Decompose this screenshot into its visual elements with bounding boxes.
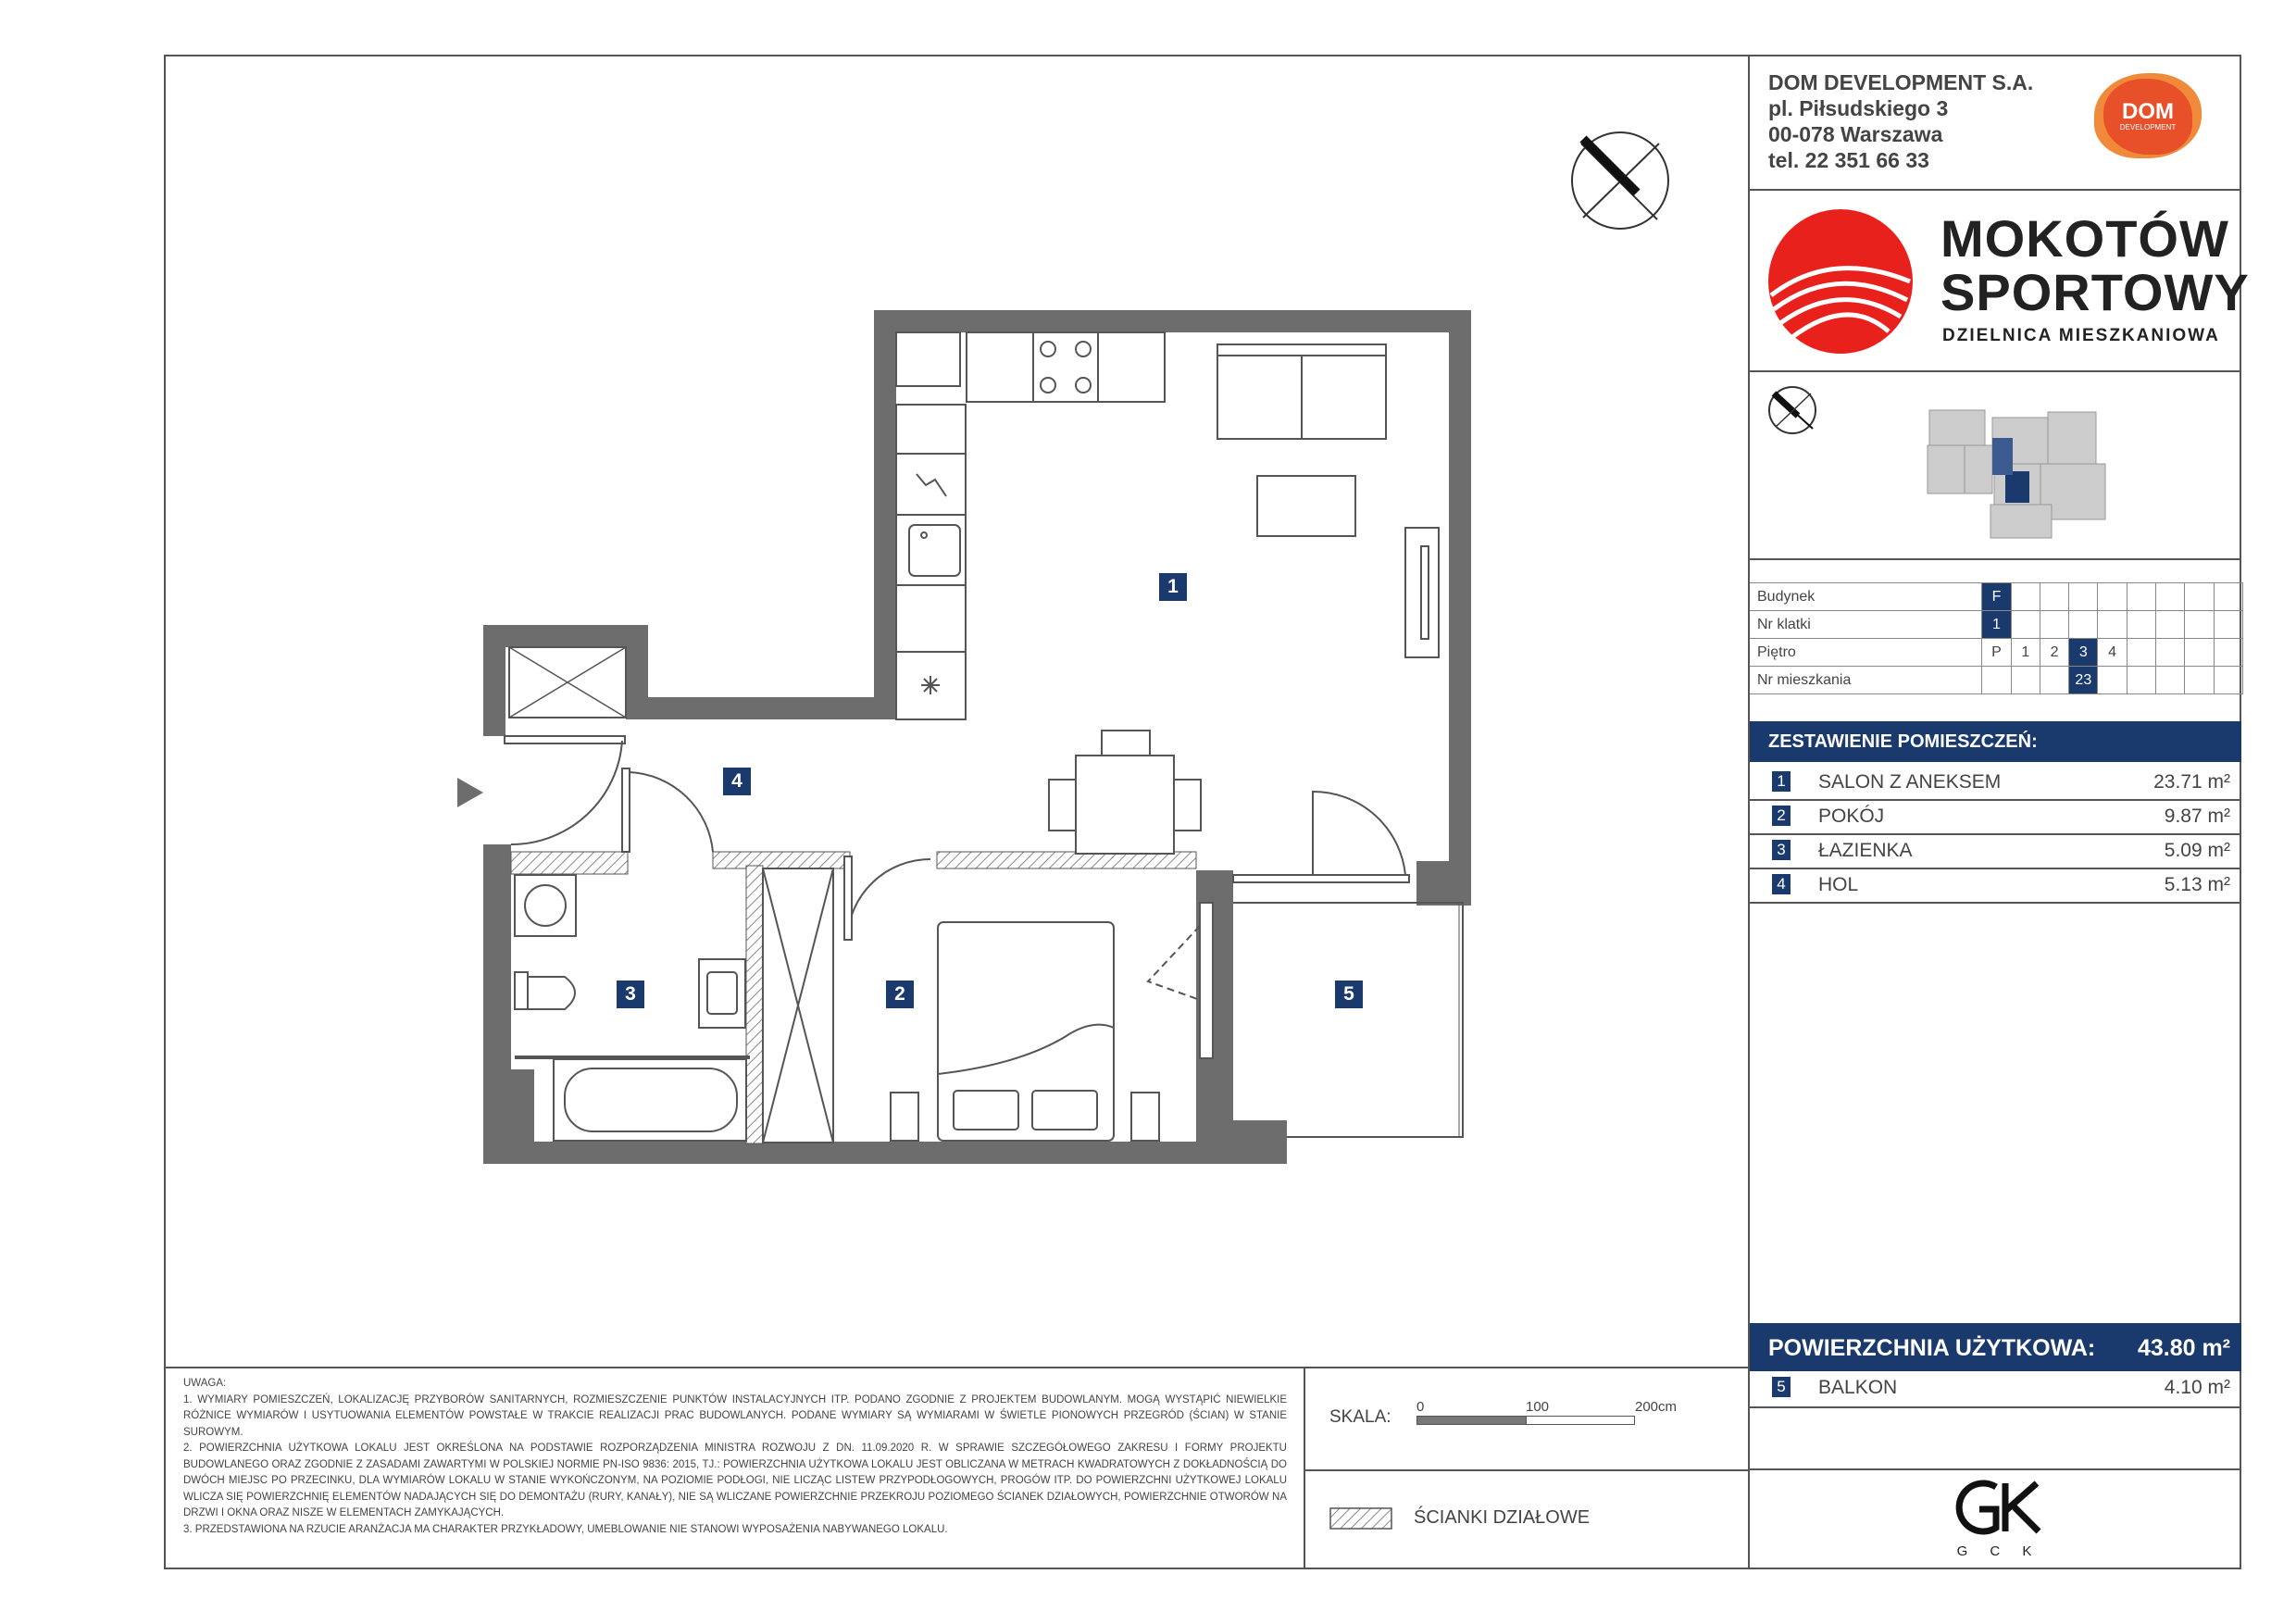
company-phone: tel. 22 351 66 33 xyxy=(1768,148,1929,172)
location-cell: 3 xyxy=(2069,639,2098,667)
location-cell xyxy=(2185,639,2214,667)
rooms-header: ZESTAWIENIE POMIESZCZEŃ: xyxy=(1750,721,2241,762)
location-cell: 23 xyxy=(2069,667,2098,694)
location-cell: F xyxy=(1982,583,2011,611)
location-cell xyxy=(2069,611,2098,639)
location-cell xyxy=(2040,611,2068,639)
fridge-icon xyxy=(921,676,940,694)
note-item: 1. WYMIARY POMIESZCZEŃ, LOKALIZACJĘ PRZYBORÓW SANITARNYCH, ROZMIESZCZENIE PUNKTÓW INSTALACYJNYCH ITP. PODANO ZGODNIE Z PROJEKTEM BUDOWLANYM. MOGĄ WYSTĄPIĆ NIEWIELKIE RÓŻNICE WYMIARÓW I USYTUOWANIA ELEMENTÓW POWSTAŁE W TRAKCIE REALIZACJI PRAC BUDOWLANYCH. PODANE WYMIARY SĄ WYMIARAMI W ŚWIETLE PIONOWYCH PRZEGRÓD (ŚCIAN) W STANIE SUROWYM. xyxy=(183,1393,1287,1438)
location-cell: 4 xyxy=(2098,639,2127,667)
location-cell xyxy=(1982,667,2011,694)
location-cell xyxy=(2127,639,2155,667)
scale-tick: 100 xyxy=(1526,1399,1550,1415)
location-cell xyxy=(2214,583,2242,611)
plan-label-4: 4 xyxy=(723,768,751,795)
location-cell xyxy=(2098,583,2127,611)
gck-logo-icon xyxy=(1948,1478,2050,1537)
room-row: 4 HOL 5.13 m² xyxy=(1750,868,2241,904)
dining-table xyxy=(1049,731,1201,854)
notes-divider xyxy=(1304,1367,1305,1569)
location-cell xyxy=(2040,583,2068,611)
bed xyxy=(891,922,1159,1141)
notes-title: UWAGA: xyxy=(183,1378,227,1389)
north-arrow-icon xyxy=(1572,132,1668,229)
location-cell xyxy=(2127,583,2155,611)
location-cell xyxy=(2185,583,2214,611)
location-cell xyxy=(2156,611,2185,639)
company-address xyxy=(1768,69,2033,173)
location-row-label: Nr mieszkania xyxy=(1750,667,1982,694)
plan-label-2: 2 xyxy=(886,981,914,1008)
plan-label-5: 5 xyxy=(1335,981,1363,1008)
scale-tick: 0 xyxy=(1416,1399,1425,1415)
location-cell xyxy=(2011,611,2040,639)
scale-divider xyxy=(1304,1469,1748,1471)
shower xyxy=(763,868,833,1143)
location-cell: 2 xyxy=(2040,639,2068,667)
scale-bar-empty xyxy=(1526,1416,1635,1425)
location-cell xyxy=(2185,667,2214,694)
gck-logo: G C K xyxy=(1948,1478,2050,1561)
location-cell: 1 xyxy=(2011,639,2040,667)
location-table xyxy=(1750,582,2243,694)
location-row-label: Budynek xyxy=(1750,583,1982,611)
project-subtitle: DZIELNICA MIESZKANIOWA xyxy=(1942,326,2220,345)
scale-bar-filled xyxy=(1416,1416,1527,1425)
kitchen-counter xyxy=(896,332,1165,719)
room-row: 3 ŁAZIENKA 5.09 m² xyxy=(1750,834,2241,869)
location-cell xyxy=(2156,583,2185,611)
company-street: pl. Piłsudskiego 3 xyxy=(1768,96,1949,120)
location-cell xyxy=(2098,611,2127,639)
shaft xyxy=(896,332,960,386)
room-row: 2 POKÓJ 9.87 m² xyxy=(1750,800,2241,835)
partition-legend-icon xyxy=(1329,1507,1394,1530)
small-north-arrow-icon xyxy=(1769,387,1816,433)
location-cell xyxy=(2156,667,2185,694)
project-name: MOKOTÓW SPORTOWY xyxy=(1940,209,2250,321)
location-cell xyxy=(2214,667,2242,694)
plan-label-1: 1 xyxy=(1159,573,1187,601)
location-row-label: Nr klatki xyxy=(1750,611,1982,639)
entrance-arrow-icon xyxy=(457,778,483,807)
location-row-label: Piętro xyxy=(1750,639,1982,667)
location-cell: 1 xyxy=(1982,611,2011,639)
note-item: 3. PRZEDSTAWIONA NA RZUCIE ARANŻACJA MA CHARAKTER PRZYKŁADOWY, UMEBLOWANIE NIE STANOWI WYPOSAŻENIA NABYWANEGO LOKALU. xyxy=(183,1523,948,1535)
key-plan xyxy=(1763,384,2152,579)
location-cell xyxy=(2185,611,2214,639)
location-cell xyxy=(2040,667,2068,694)
plan-label-3: 3 xyxy=(617,981,644,1008)
note-item: 2. POWIERZCHNIA UŻYTKOWA LOKALU JEST OKREŚLONA NA PODSTAWIE ROZPORZĄDZENIA MINISTRA ROZWOJU Z DN. 11.09.2020 R. W SPRAWIE SZCZEGÓŁOWEGO ZAKRESU I FORMY PROJEKTU BUDOWLANEGO ORAZ ZGODNIE Z ZASADAMI ZAWARTYMI W POLSKIEJ NORMIE PN-ISO 9836: 2015, TJ.: POWIERZCHNIA UŻYTKOWA LOKALU JEST OBLICZANA W METRACH KWADRATOWYCH Z DOKŁADNOŚCIĄ DO DWÓCH MIEJSC PO PRZECINKU, DLA WYMIARÓW LOKALU W STANIE WYKOŃCZONYM, NA POZIOMIE PODŁOGI, NIE LICZĄC LISTEW PRZYPODŁOGOWYCH, PROGÓW ITP. DO POWIERZCHNI UŻYTKOWEJ LOKALU WLICZA SIĘ POWIERZCHNIĘ ELEMENTÓW NADAJĄCYCH SIĘ DO DEMONTAŻU (RURY, KANAŁY), NIE SĄ WLICZANE POWIERZCHNIE PRZEKROJU POZIOMEGO ŚCIANEK DZIAŁOWYCH, POWIERZCHNIE OTWORÓW NA DRZWI I OKNA ORAZ NISZE W ELEMENTACH ZAMYKAJĄCYCH. xyxy=(183,1443,1287,1518)
usable-area-label: POWIERZCHNIA UŻYTKOWA: xyxy=(1768,1335,2096,1361)
bottom-divider xyxy=(164,1367,1748,1368)
location-cell xyxy=(2011,583,2040,611)
location-row xyxy=(1750,583,2243,611)
usable-area-value: 43.80 m² xyxy=(2137,1335,2230,1361)
balcony-row: 5 BALKON 4.10 m² xyxy=(1750,1371,2241,1408)
scale-tick: 200cm xyxy=(1635,1399,1678,1415)
notes xyxy=(183,1376,1287,1538)
room-row: 1 SALON Z ANEKSEM 23.71 m² xyxy=(1750,766,2241,801)
company-name: DOM DEVELOPMENT S.A. xyxy=(1768,70,2034,94)
scale-label: SKALA: xyxy=(1329,1407,1391,1427)
location-cell: P xyxy=(1982,639,2011,667)
location-row xyxy=(1750,639,2243,667)
company-city: 00-078 Warszawa xyxy=(1768,122,1943,146)
location-cell xyxy=(2127,667,2155,694)
balcony-outline xyxy=(1233,903,1463,1137)
location-cell xyxy=(2214,639,2242,667)
dom-development-logo: DOM DEVELOPMENT xyxy=(2090,69,2205,162)
usable-area-bar xyxy=(1750,1323,2241,1371)
info-panel xyxy=(1748,55,2250,1569)
location-cell xyxy=(2011,667,2040,694)
sofa xyxy=(1217,344,1386,439)
location-cell xyxy=(2098,667,2127,694)
location-row xyxy=(1750,667,2243,694)
location-cell xyxy=(2127,611,2155,639)
location-cell xyxy=(2214,611,2242,639)
location-cell xyxy=(2156,639,2185,667)
location-row xyxy=(1750,611,2243,639)
mokotow-sportowy-logo-icon xyxy=(1766,207,1915,356)
partition-legend-label: ŚCIANKI DZIAŁOWE xyxy=(1414,1507,1591,1528)
location-cell xyxy=(2069,583,2098,611)
coffee-table xyxy=(1257,476,1355,536)
